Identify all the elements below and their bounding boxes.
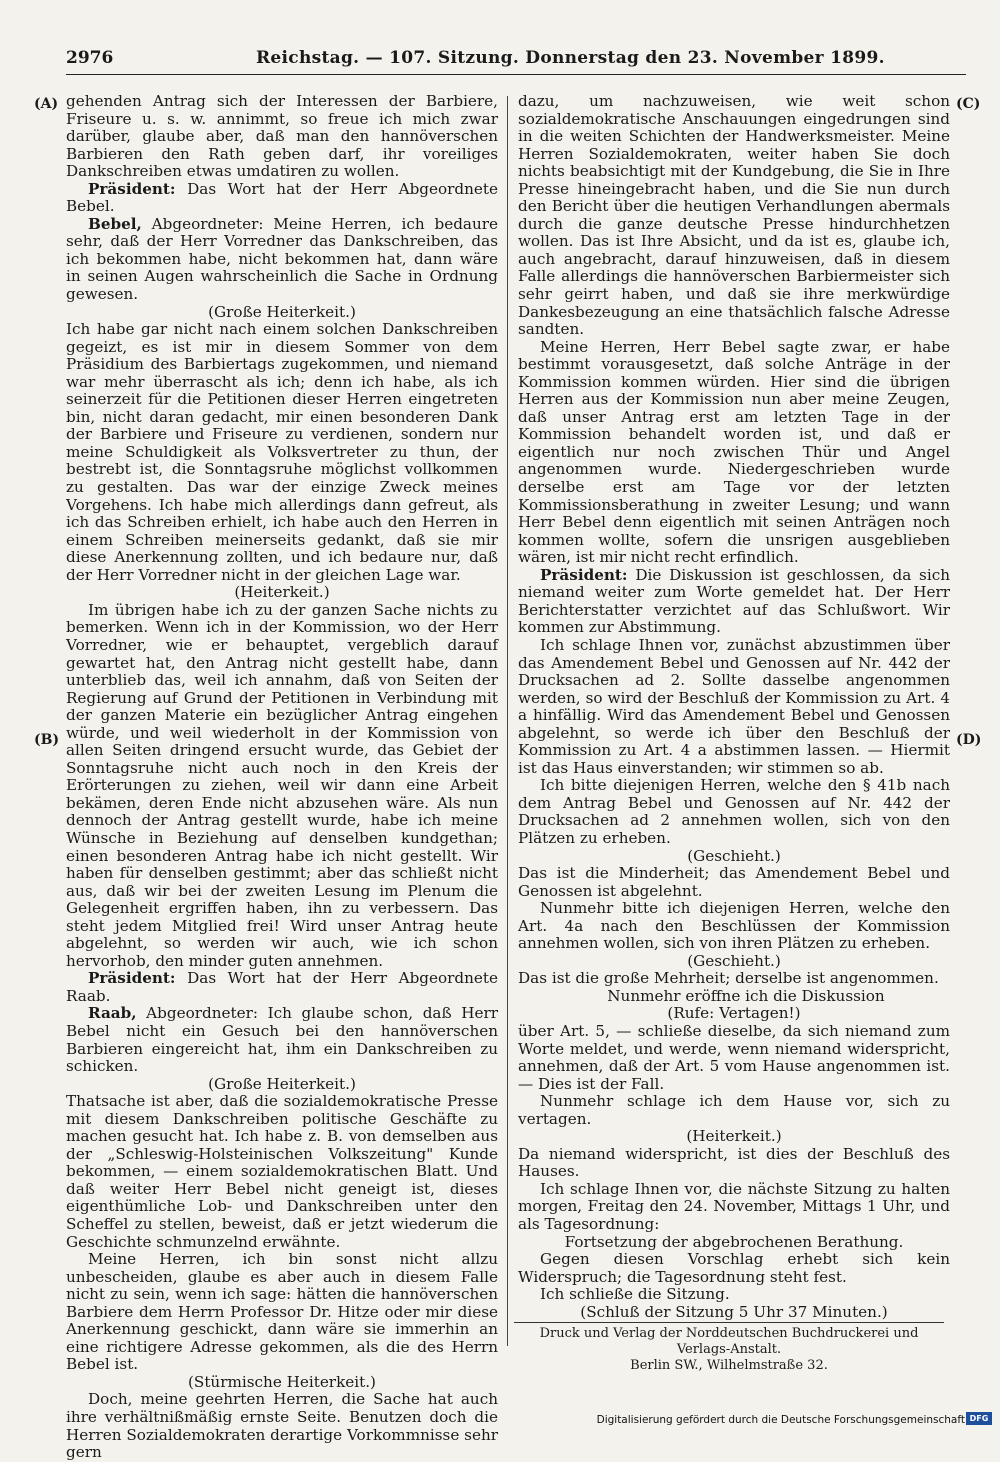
paragraph	[66, 1251, 498, 1374]
paragraph-text: (Geschieht.)	[687, 846, 781, 865]
margin-marker-d: (D)	[956, 732, 982, 748]
page-header	[66, 48, 966, 72]
stage-direction	[518, 1234, 950, 1252]
running-title: Reichstag. — 107. Sitzung. Donnerstag den 23. November 1899.	[256, 48, 885, 68]
speaker-name: Raab,	[88, 1004, 137, 1023]
stage-direction	[66, 584, 498, 602]
paragraph-text: (Heiterkeit.)	[686, 1127, 782, 1146]
paragraph	[518, 1093, 950, 1128]
left-text-column	[66, 93, 498, 1462]
paragraph	[518, 93, 950, 339]
paragraph-text: Meine Herren, Herr Bebel sagte zwar, er habe bestimmt vorausgesetzt, daß solche Anträge in der Kommission kommen würden. Hier sind die übrigen Herren aus der Kommission nun aber meine Zeugen, daß unser Antrag erst am letzten Tage in der Kommission behandelt worden ist, und daß er eigentlich nur noch zwischen Thür und Angel angenommen wurde. Niedergeschrieben wurde derselbe erst am Tage vor der letzten Kommissionsberathung in zweiter Lesung; und wann Herr Bebel denn eigentlich mit seinen Anträgen noch kommen wollte, sofern die unsrigen ausgeblieben wären, ist mir nicht recht erfindlich.	[518, 337, 950, 567]
stage-direction	[518, 848, 950, 866]
dfg-logo: DFG	[966, 1412, 992, 1425]
paragraph-text: Ich schlage Ihnen vor, zunächst abzustimmen über das Amendement Bebel und Genossen auf Nr. 442 der Drucksachen ad 2. Sollte dasselbe angenommen werden, so wird der Beschluß der Kommission zu Art. 4 a hinfällig. Wird das Amendement Bebel und Genossen abgelehnt, so werde ich über den Beschluß der Kommission zu Art. 4 a abstimmen lassen. — Hiermit ist das Haus einverstanden; wir stimmen so ab.	[518, 635, 950, 777]
paragraph	[66, 216, 498, 304]
paragraph-text: Das ist die Minderheit; das Amendement Bebel und Genossen ist abgelehnt.	[518, 864, 950, 900]
paragraph-text: Das Wort hat der Herr Abgeordnete Bebel.	[66, 179, 498, 216]
paragraph-text: (Geschieht.)	[687, 951, 781, 970]
paragraph-text: (Stürmische Heiterkeit.)	[188, 1372, 376, 1391]
stage-direction	[66, 1374, 498, 1392]
paragraph	[518, 339, 950, 567]
paragraph	[66, 970, 498, 1005]
paragraph	[66, 93, 498, 181]
paragraph-text: Meine Herren, ich bin sonst nicht allzu unbescheiden, glaube es aber auch in diesem Falle nicht zu sein, wenn ich sage: hätten die hannöverschen Barbiere dem Herrn Professor Dr. Hitze oder mir diese Anerkennung geschickt, dann wäre sie immerhin an eine richtigere Adresse gekommen, als die des Herrn Bebel ist.	[66, 1250, 498, 1374]
margin-marker-b: (B)	[34, 732, 60, 748]
paragraph-text: Doch, meine geehrten Herren, die Sache hat auch ihre verhältnißmäßig ernste Seite. Benutzen doch die Herren Sozialdemokraten derartige Vorkommnisse sehr gern	[66, 1390, 498, 1462]
paragraph-text: Nunmehr eröffne ich die Diskussion	[607, 986, 885, 1005]
paragraph	[518, 1251, 950, 1286]
paragraph	[66, 602, 498, 970]
right-text-column	[518, 93, 950, 1321]
stage-direction	[518, 1005, 950, 1023]
speaker-name: Präsident:	[88, 969, 176, 988]
stage-direction	[518, 953, 950, 971]
stage-direction	[66, 304, 498, 322]
paragraph-text: gehenden Antrag sich der Interessen der Barbiere, Friseure u. s. w. annimmt, so freue ich mich zwar darüber, glaube aber, daß man den hannöverschen Barbieren den Rath geben darf, ihr voreiliges Dankschreiben etwas umdatiren zu wollen.	[66, 92, 498, 181]
stage-direction	[518, 1128, 950, 1146]
paragraph-text: Ich habe gar nicht nach einem solchen Dankschreiben gegeizt, es ist mir in diesem Sommer von dem Präsidium des Barbiertags zugekommen, und niemand war mehr überrascht als ich; denn ich habe, als ich seinerzeit für die Petitionen dieser Herren eingetreten bin, nicht daran gedacht, mir einen besonderen Dank der Barbiere und Friseure zu verdienen, sondern nur meine Schuldigkeit als Volksvertreter zu thun, der bestrebt ist, die Sonntagsruhe möglichst vollkommen zu gestalten. Das war der einzige Zweck meines Vorgehens. Ich habe mich allerdings dann gefreut, als ich das Schreiben erhielt, ich habe auch den Herren in einem Schreiben meinerseits gedankt, daß sie mir diese Anerkennung zollten, und ich bedaure nur, daß der Herr Vorredner nicht in der gleichen Lage war.	[66, 320, 498, 584]
paragraph	[518, 970, 950, 988]
imprint-rule	[514, 1322, 944, 1323]
paragraph-text: Thatsache ist aber, daß die sozialdemokratische Presse mit diesem Dankschreiben politische Geschäfte zu machen gesucht hat. Ich habe z. B. von demselben aus der „Schleswig-Holsteinischen Volkszeitung" Kunde bekommen, — einem sozialdemokratischen Blatt. Und daß weiter Herr Bebel nicht geneigt ist, dieses eigenthümliche Lob- und Dankschreiben unter den Scheffel zu stellen, beweist, daß er jetzt wiederum die Geschichte schmunzelnd erwähnte.	[66, 1092, 498, 1251]
paragraph	[518, 865, 950, 900]
paragraph	[518, 1146, 950, 1181]
speaker-name: Präsident:	[88, 179, 176, 198]
speaker-name: Präsident:	[540, 565, 628, 584]
paragraph-text: Nunmehr schlage ich dem Hause vor, sich zu vertagen.	[518, 1092, 950, 1128]
paragraph-text: Die Diskussion ist geschlossen, da sich niemand weiter zum Worte gemeldet hat. Der Herr Berichterstatter verzichtet auf das Schlußwort. Wir kommen zur Abstimmung.	[518, 565, 950, 637]
speaker-name: Bebel,	[88, 214, 142, 233]
digitization-credit: Digitalisierung gefördert durch die Deutsche Forschungsgemeinschaft	[596, 1414, 965, 1426]
paragraph-text: Fortsetzung der abgebrochenen Berathung.	[564, 1232, 904, 1251]
paragraph	[66, 1005, 498, 1075]
paragraph	[66, 181, 498, 216]
printer-imprint	[514, 1326, 944, 1374]
paragraph-text: Da niemand widerspricht, ist dies der Beschluß des Hauses.	[518, 1144, 950, 1181]
margin-marker-c: (C)	[956, 96, 981, 112]
paragraph	[518, 1181, 950, 1234]
column-divider	[507, 96, 508, 1346]
paragraph-text: (Heiterkeit.)	[234, 583, 330, 602]
stage-direction	[518, 988, 950, 1006]
stage-direction	[66, 1076, 498, 1094]
paragraph-text: Abgeordneter: Meine Herren, ich bedaure sehr, daß der Herr Vorredner das Dankschreiben, das ich bekommen habe, nicht bekommen hat, dann wäre in seinen Augen wahrscheinlich die Sache in Ordnung gewesen.	[66, 214, 498, 304]
paragraph-text: Ich schlage Ihnen vor, die nächste Sitzung zu halten morgen, Freitag den 24. November, Mittags 1 Uhr, und als Tagesordnung:	[518, 1179, 950, 1233]
paragraph-text: Das ist die große Mehrheit; derselbe ist angenommen.	[518, 969, 939, 988]
paragraph	[66, 1391, 498, 1461]
paragraph-text: Ich schließe die Sitzung.	[540, 1285, 730, 1304]
paragraph-text: Nunmehr bitte ich diejenigen Herren, welche den Art. 4a nach den Beschlüssen der Kommission annehmen wollen, sich von ihren Plätzen zu erheben.	[518, 899, 950, 953]
paragraph-text: (Schluß der Sitzung 5 Uhr 37 Minuten.)	[580, 1302, 888, 1321]
paragraph	[518, 777, 950, 847]
paragraph-text: dazu, um nachzuweisen, wie weit schon sozialdemokratische Anschauungen eingedrungen sind in die weiten Schichten der Handwerksmeister. Meine Herren Sozialdemokraten, weiter haben Sie doch nichts beabsichtigt mit der Kundgebung, die Sie in Ihre Presse hineingebracht haben, und die Sie nun durch den Bericht über die heutigen Verhandlungen abermals durch die ganze deutsche Presse hindurchhetzen wollen. Das ist Ihre Absicht, und da ist es, glaube ich, auch angebracht, darauf hinzuweisen, daß in diesem Falle allerdings die hannöverschen Barbiermeister sich sehr geirrt haben, und daß sie ihre merkwürdige Dankesbezeugung an eine thatsächlich falsche Adresse sandten.	[518, 92, 950, 339]
paragraph-text: (Rufe: Vertagen!)	[667, 1004, 801, 1023]
paragraph-text: Im übrigen habe ich zu der ganzen Sache nichts zu bemerken. Wenn ich in der Kommission, wo der Herr Vorredner, wie er behauptet, vergeblich darauf gewartet hat, den Antrag nicht gestellt habe, dann unterblieb das, weil ich annahm, daß von Seiten der Regierung auf Grund der Petitionen in Verbindung mit der ganzen Materie ein bezüglicher Antrag eingehen würde, und weil wiederholt in der Kommission von allen Seiten dringend ersucht wurde, das Gebiet der Sonntagsruhe nicht auch noch in den Kreis der Erörterungen zu ziehen, weil wir dann eine Arbeit bekämen, deren Ende nicht abzusehen wäre. Als nun dennoch der Antrag gestellt wurde, habe ich meine Wünsche in Beziehung auf denselben kundgethan; einen besonderen Antrag habe ich nicht gestellt. Wir haben für denselben gestimmt; aber das schließt nicht aus, daß wir bei der zweiten Lesung im Plenum die Gelegenheit ergriffen haben, ihn zu verbessern. Das steht jedem Mitglied frei! Wird unser Antrag heute abgelehnt, so werden wir auch, wie ich schon hervorhob, den minder guten annehmen.	[66, 600, 498, 970]
header-rule	[66, 74, 966, 75]
paragraph-text: Abgeordneter: Ich glaube schon, daß Herr Bebel nicht ein Gesuch bei den hannöverschen Barbieren eingereicht hat, ihm ein Dankschreiben zu schicken.	[66, 1004, 498, 1076]
paragraph	[518, 1286, 950, 1304]
paragraph-text: Ich bitte diejenigen Herren, welche den § 41b nach dem Antrag Bebel und Genossen auf Nr. 442 der Drucksachen ad 2 annehmen wollen, sich von den Plätzen zu erheben.	[518, 776, 950, 847]
paragraph	[518, 1023, 950, 1093]
imprint-line-1: Druck und Verlag der Norddeutschen Buchdruckerei und Verlags-Anstalt.	[539, 1326, 919, 1357]
paragraph	[518, 637, 950, 777]
paragraph	[66, 321, 498, 584]
page-number: 2976	[66, 48, 114, 68]
stage-direction	[518, 1304, 950, 1322]
paragraph-text: (Große Heiterkeit.)	[208, 302, 356, 321]
paragraph-text: (Große Heiterkeit.)	[208, 1074, 356, 1093]
paragraph-text: Gegen diesen Vorschlag erhebt sich kein Widerspruch; die Tagesordnung steht fest.	[518, 1250, 950, 1286]
paragraph-text: Das Wort hat der Herr Abgeordnete Raab.	[66, 969, 498, 1005]
paragraph	[518, 900, 950, 953]
paragraph	[66, 1093, 498, 1251]
margin-marker-a: (A)	[34, 96, 59, 112]
paragraph	[518, 567, 950, 637]
paragraph-text: über Art. 5, — schließe dieselbe, da sich niemand zum Worte meldet, und werde, wenn niemand widerspricht, annehmen, daß der Art. 5 vom Hause angenommen ist. — Dies ist der Fall.	[518, 1021, 950, 1093]
imprint-line-2: Berlin SW., Wilhelmstraße 32.	[630, 1358, 828, 1373]
